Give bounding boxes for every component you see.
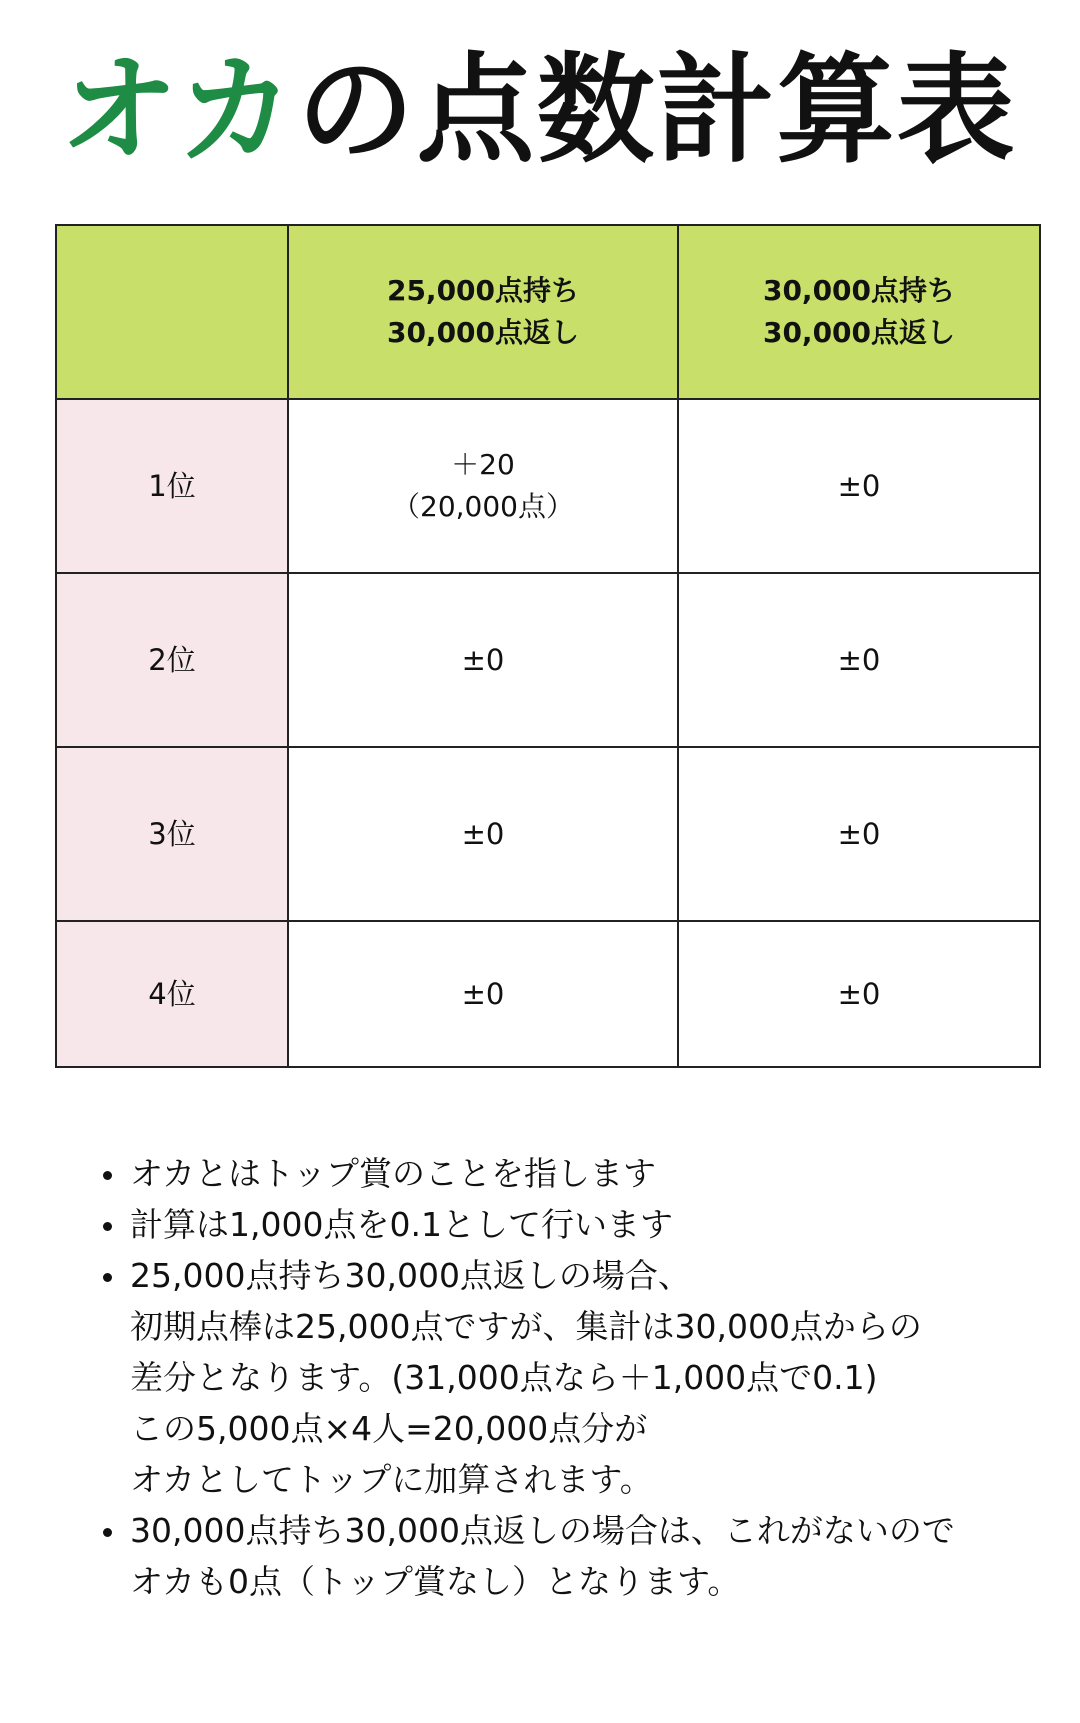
note-line: • オカとはトップ賞のことを指します — [130, 1154, 657, 1193]
rank-cell: 2位 — [56, 573, 288, 747]
value-cell: ±0 — [288, 573, 678, 747]
header-30000-start — [678, 225, 1040, 399]
header-25000-start — [288, 225, 678, 399]
title-rest: の点数計算表 — [296, 41, 1017, 179]
value-cell: ±0 — [678, 747, 1040, 921]
value-cell: ±0 — [288, 747, 678, 921]
table-header-row — [56, 225, 1040, 399]
note-line: • 30,000点持ち30,000点返しの場合は、これがないので — [130, 1511, 955, 1550]
list-item — [128, 1250, 1080, 1505]
header-col1-line1: 25,000点持ち — [386, 274, 580, 307]
table-row — [56, 573, 1040, 747]
page-title — [60, 40, 1016, 180]
note-line: • 25,000点持ち30,000点返しの場合、 — [130, 1256, 691, 1295]
rank-cell: 1位 — [56, 399, 288, 573]
header-col2-line2: 30,000点返し — [762, 316, 956, 349]
header-col2-line1: 30,000点持ち — [762, 274, 956, 307]
list-item — [128, 1505, 1080, 1607]
note-line: オカも0点（トップ賞なし）となります。 — [130, 1562, 741, 1601]
header-corner-cell — [56, 225, 288, 399]
table-row — [56, 747, 1040, 921]
value-cell: ±0 — [678, 573, 1040, 747]
value-cell: ±0 — [678, 921, 1040, 1067]
list-item — [128, 1148, 1080, 1199]
note-line: 初期点棒は25,000点ですが、集計は30,000点からの — [130, 1307, 922, 1346]
notes-list — [90, 1148, 1080, 1607]
rank-cell: 4位 — [56, 921, 288, 1067]
note-line: 差分となります。(31,000点なら＋1,000点で0.1) — [130, 1358, 878, 1397]
note-line: オカとしてトップに加算されます。 — [130, 1460, 653, 1499]
note-line: • 計算は1,000点を0.1として行います — [130, 1205, 673, 1244]
table-row — [56, 399, 1040, 573]
oka-score-table — [55, 224, 1041, 1068]
list-item — [128, 1199, 1080, 1250]
table-row — [56, 921, 1040, 1067]
value-line-secondary: （20,000点） — [392, 490, 574, 523]
value-cell — [288, 399, 678, 573]
value-cell: ±0 — [678, 399, 1040, 573]
header-col1-line2: 30,000点返し — [386, 316, 580, 349]
title-highlight: オカ — [60, 41, 297, 179]
note-line: この5,000点×4人=20,000点分が — [130, 1409, 648, 1448]
value-line-primary: ＋20 — [451, 448, 515, 481]
value-cell: ±0 — [288, 921, 678, 1067]
rank-cell: 3位 — [56, 747, 288, 921]
